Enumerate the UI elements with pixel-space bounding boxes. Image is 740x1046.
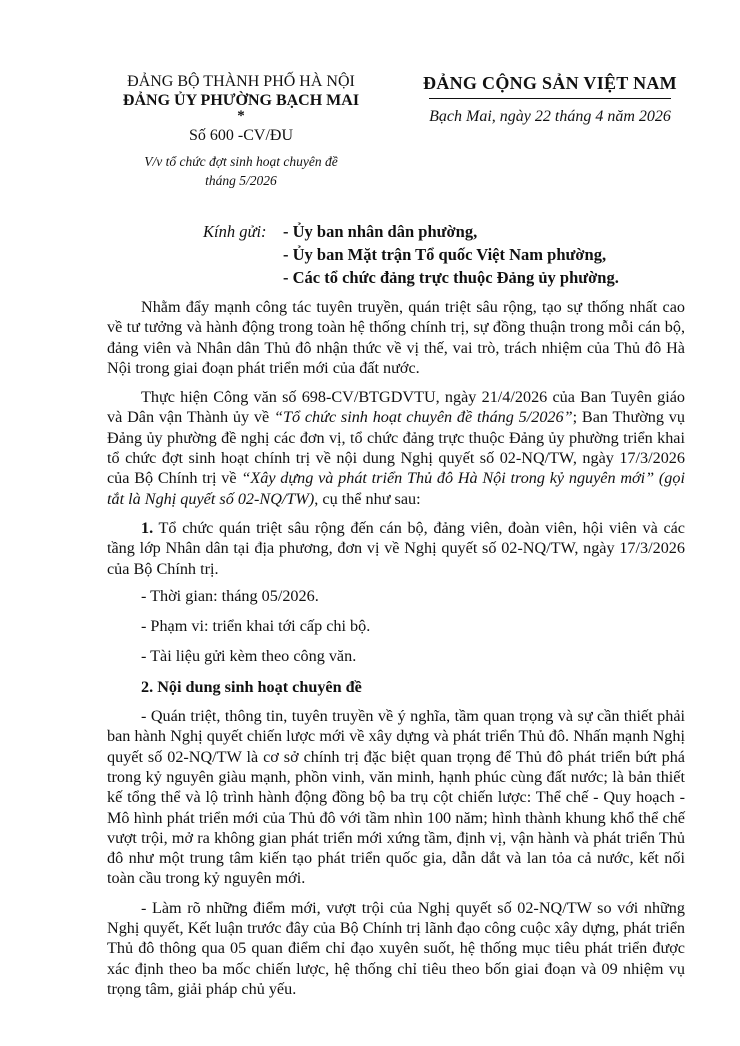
recipients-block xyxy=(203,220,619,289)
recipient-row xyxy=(203,220,619,243)
recipient-item: - Ủy ban Mặt trận Tổ quốc Việt Nam phường, xyxy=(283,245,607,264)
basis-quote-2: “Xây dựng và phát triển Thủ đô Hà Nội trong kỷ nguyên mới” (gọi tắt là Nghị quyết số 02-NQ/TW) xyxy=(107,469,685,508)
section-1-number: 1. xyxy=(141,518,154,537)
party-header-block xyxy=(410,72,690,127)
issuer-parent-org: ĐẢNG BỘ THÀNH PHỐ HÀ NỘI xyxy=(127,73,355,90)
content-paragraph-2: - Làm rõ những điểm mới, vượt trội của Nghị quyết số 02-NQ/TW so với những Nghị quyết, Kết luận trước đây của Bộ Chính trị lãnh đạo công cuộc xây dựng, phát triển Thủ đô thông qua 05 quan điểm chỉ đạo xuyên suốt, hệ thống mục tiêu phát triển được xác định theo ba mốc chiến lược, hệ thống chỉ tiêu theo bốn giai đoạn và 09 nhiệm vụ trọng tâm, giải pháp chủ yếu. xyxy=(107,898,685,998)
party-underline xyxy=(429,98,671,99)
recipient-row xyxy=(203,243,619,266)
section-1-text: Tổ chức quán triệt sâu rộng đến cán bộ, đảng viên, đoàn viên, hội viên và các tầng lớp Nhân dân tại địa phương, đơn vị về Nghị quyết số 02-NQ/TW, ngày 17/3/2026 của Bộ Chính trị. xyxy=(107,518,685,578)
bullet-attachment: - Tài liệu gửi kèm theo công văn. xyxy=(141,647,357,666)
section-2-heading: 2. Nội dung sinh hoạt chuyên đề xyxy=(141,677,362,696)
bullet-time: - Thời gian: tháng 05/2026. xyxy=(141,586,319,605)
intro-paragraph: Nhằm đẩy mạnh công tác tuyên truyền, quán triệt sâu rộng, tạo sự thống nhất cao về tư tưởng và hành động trong toàn hệ thống chính trị, sự đồng thuận trong mỗi cán bộ, đảng viên và Nhân dân Thủ đô nhận thức về vị thế, vai trò, trách nhiệm của Thủ đô Hà Nội trong giai đoạn phát triển mới của đất nước. xyxy=(107,298,685,377)
recipients-label: Kính gửi: xyxy=(203,222,267,241)
document-number: Số 600 -CV/ĐU xyxy=(188,127,293,144)
basis-quote-1: “Tổ chức sinh hoạt chuyên đề tháng 5/2026” xyxy=(273,408,573,427)
place-date: Bạch Mai, ngày 22 tháng 4 năm 2026 xyxy=(429,108,671,125)
recipient-row xyxy=(203,266,619,289)
party-name: ĐẢNG CỘNG SẢN VIỆT NAM xyxy=(423,73,677,93)
basis-text-a: Thực hiện Công văn số 698-CV/BTGDVTU, ngày 21/4/2026 của Ban Tuyên giáo và Dân vận Thành ủy về xyxy=(107,388,685,427)
issuer-block xyxy=(100,72,382,190)
recipient-item: - Ủy ban nhân dân phường, xyxy=(283,222,478,241)
document-body xyxy=(107,297,685,1008)
section-1-paragraph xyxy=(107,518,685,579)
bullet-scope: - Phạm vi: triển khai tới cấp chi bộ. xyxy=(141,617,371,636)
issuer-star: * xyxy=(237,108,245,124)
basis-text-e: , cụ thể như sau: xyxy=(314,489,421,508)
basis-paragraph xyxy=(107,387,685,509)
content-paragraph-1: - Quán triệt, thông tin, tuyên truyền về ý nghĩa, tầm quan trọng và sự cần thiết phải ban hành Nghị quyết chiến lược mới về xây dựng và phát triển Thủ đô. Nhấn mạnh Nghị quyết số 02-NQ/TW là cơ sở chính trị đặc biệt quan trọng để Thủ đô phát triển bứt phá trong kỷ nguyên giàu mạnh, phồn vinh, văn minh, hạnh phúc cùng đất nước; là bản thiết kế tổng thể và lộ trình hành động đồng bộ ba trụ cột chiến lược: Thể chế - Quy hoạch - Mô hình phát triển mới của Thủ đô với tầm nhìn 100 năm; hình thành khung khổ thể chế vượt trội, mở ra không gian phát triển mới xứng tầm, định vị, vận hành và phát triển Thủ đô như một trung tâm kiến tạo phát triển quốc gia, dẫn dắt và lan tỏa cả nước, kết nối toàn cầu trong kỷ nguyên mới. xyxy=(107,707,685,888)
subject-line-1: V/v tổ chức đợt sinh hoạt chuyên đề xyxy=(144,154,338,169)
recipient-item: - Các tổ chức đảng trực thuộc Đảng ủy phường. xyxy=(283,268,619,287)
subject-line-2: tháng 5/2026 xyxy=(205,173,277,188)
basis-text-c: ; Ban Thường vụ Đảng ủy phường đề nghị các đơn vị, tổ chức đảng trực thuộc Đảng ủy phường triển khai tổ chức đợt sinh hoạt chính trị về nội dung Nghị quyết số 02-NQ/TW, ngày 17/3/2026 của Bộ Chính trị về xyxy=(107,408,685,488)
issuer-org: ĐẢNG ỦY PHƯỜNG BẠCH MAI xyxy=(122,92,360,109)
